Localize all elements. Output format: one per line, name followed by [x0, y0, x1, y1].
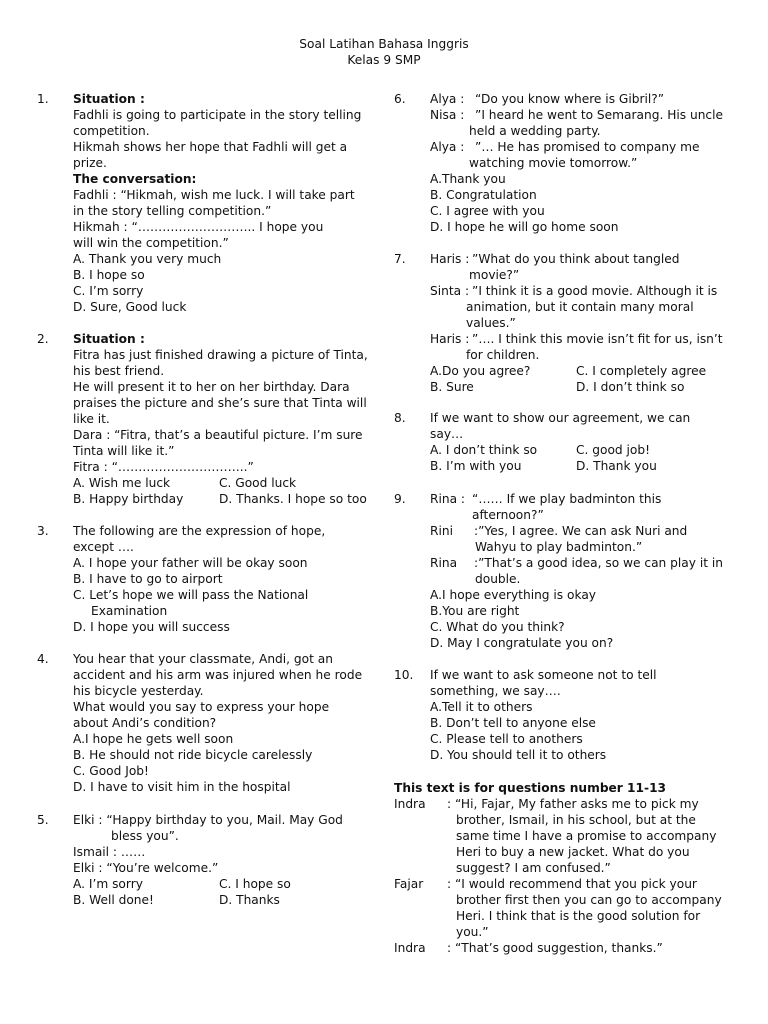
- option-c: C. I agree with you: [430, 204, 545, 218]
- options-row: [73, 475, 383, 491]
- question-line: If we want to ask someone not to tell: [430, 668, 657, 682]
- dialogue-line: [430, 91, 740, 107]
- dialogue-text-continued: same time I have a promise to accompany: [456, 829, 717, 843]
- option-b: B. I’m with you: [430, 459, 522, 473]
- question-10: [394, 667, 740, 763]
- option-c: C. What do you think?: [430, 620, 565, 634]
- dialogue-text: ”What do you think about tangled: [472, 252, 680, 266]
- section-heading: This text is for questions number 11-13: [394, 781, 667, 795]
- question-line: accident and his arm was injured when he rode: [73, 668, 363, 682]
- dialogue-text-continued: double.: [475, 572, 521, 586]
- question-4: [37, 651, 383, 795]
- dialogue-text: : “That’s good suggestion, thanks.”: [447, 941, 663, 955]
- page-subtitle: Kelas 9 SMP: [347, 53, 421, 67]
- situation-label: Situation :: [73, 92, 145, 106]
- dialogue-line: [430, 555, 740, 571]
- dialogue-text: :”That’s a good idea, so we can play it in: [474, 556, 723, 570]
- dialogue-text: ”I heard he went to Semarang. His uncle: [475, 108, 723, 122]
- question-number: 2.: [37, 332, 49, 346]
- situation-line: Hikmah shows her hope that Fadhli will get a: [73, 140, 348, 154]
- question-5: [37, 812, 383, 908]
- dialogue-text: : “I would recommend that you pick your: [447, 877, 697, 891]
- dialogue-line: [430, 523, 740, 539]
- question-number: 9.: [394, 492, 406, 506]
- speaker: Indra: [394, 941, 426, 955]
- speaker: Nisa :: [430, 108, 465, 122]
- option-d: D. I have to visit him in the hospital: [73, 780, 291, 794]
- question-number: 6.: [394, 92, 406, 106]
- dialogue-text-continued: afternoon?”: [472, 508, 544, 522]
- option-d: D. I hope he will go home soon: [430, 220, 619, 234]
- question-6: [394, 91, 740, 235]
- options-row: [73, 491, 383, 507]
- option-d: D. Sure, Good luck: [73, 300, 187, 314]
- question-line: say…: [430, 427, 464, 441]
- question-number: 5.: [37, 813, 49, 827]
- options-row: [430, 458, 740, 474]
- option-a: A. I’m sorry: [73, 877, 143, 891]
- option-a: A. Thank you very much: [73, 252, 222, 266]
- question-3: [37, 523, 383, 635]
- option-c: C. Good Job!: [73, 764, 149, 778]
- question-line: praises the picture and she’s sure that Tinta will: [73, 396, 367, 410]
- dialogue-text: “…… If we play badminton this: [472, 492, 662, 506]
- question-line: Fitra : “…………………………..”: [73, 460, 254, 474]
- option-d: D. I don’t think so: [576, 380, 685, 394]
- dialogue-text-continued: brother, Ismail, in his school, but at the: [456, 813, 696, 827]
- option-d: D. Thanks. I hope so too: [219, 492, 367, 506]
- speaker: Haris :: [430, 252, 470, 266]
- dialogue-text-continued: watching movie tomorrow.”: [469, 156, 638, 170]
- speaker: Fajar: [394, 877, 424, 891]
- option-a: A. I don’t think so: [430, 443, 538, 457]
- dialogue-text: ”I think it is a good movie. Although it is: [472, 284, 718, 298]
- question-line: You hear that your classmate, Andi, got an: [73, 652, 333, 666]
- question-number: 3.: [37, 524, 49, 538]
- conversation-label: The conversation:: [73, 172, 197, 186]
- question-9: [394, 491, 740, 651]
- option-c: C. I hope so: [219, 877, 291, 891]
- dialogue-line: [430, 331, 740, 347]
- option-b: B. Happy birthday: [73, 492, 184, 506]
- question-1: [37, 91, 383, 315]
- dialogue-text: ”…. I think this movie isn’t fit for us, isn’t: [472, 332, 723, 346]
- question-line: He will present it to her on her birthday. Dara: [73, 380, 350, 394]
- question-number: 10.: [394, 668, 414, 682]
- speaker: Alya :: [430, 92, 465, 106]
- option-c: C. I completely agree: [576, 364, 707, 378]
- dialogue-line: [430, 491, 740, 507]
- option-a: A.I hope everything is okay: [430, 588, 597, 602]
- option-b: B. He should not ride bicycle carelessly: [73, 748, 313, 762]
- situation-line: Fadhli is going to participate in the story telling: [73, 108, 362, 122]
- conversation-line: Fadhli : “Hikmah, wish me luck. I will take part: [73, 188, 355, 202]
- speaker: Rina :: [430, 492, 466, 506]
- dialogue-text-continued: suggest? I am confused.”: [456, 861, 611, 875]
- option-a: A.Do you agree?: [430, 364, 531, 378]
- reading-text-11-13: [394, 780, 744, 956]
- dialogue-line: [430, 283, 740, 299]
- question-line: like it.: [73, 412, 110, 426]
- option-a: A.Tell it to others: [430, 700, 533, 714]
- dialogue-line: Elki : “Happy birthday to you, Mail. May God: [73, 813, 343, 827]
- dialogue-text-continued: Heri to buy a new jacket. What do you: [456, 845, 690, 859]
- situation-line: competition.: [73, 124, 150, 138]
- question-line: except ….: [73, 540, 134, 554]
- option-d: D. I hope you will success: [73, 620, 230, 634]
- conversation-line: will win the competition.”: [73, 236, 229, 250]
- dialogue-text-continued: for children.: [466, 348, 540, 362]
- option-a: A. I hope your father will be okay soon: [73, 556, 308, 570]
- conversation-line: in the story telling competition.”: [73, 204, 272, 218]
- situation-line: prize.: [73, 156, 107, 170]
- option-c: C. Please tell to anothers: [430, 732, 583, 746]
- options-row: [73, 876, 383, 892]
- question-2: [37, 331, 383, 507]
- question-line: Fitra has just finished drawing a picture of Tinta,: [73, 348, 368, 362]
- dialogue-line: [394, 940, 744, 956]
- situation-label: Situation :: [73, 332, 145, 346]
- dialogue-line: [394, 876, 744, 892]
- question-number: 8.: [394, 411, 406, 425]
- dialogue-line: Elki : “You’re welcome.”: [73, 861, 219, 875]
- option-c: C. I’m sorry: [73, 284, 144, 298]
- option-a: A. Wish me luck: [73, 476, 171, 490]
- dialogue-line: [394, 796, 744, 812]
- question-number: 4.: [37, 652, 49, 666]
- options-row: [430, 442, 740, 458]
- option-b: B. Don’t tell to anyone else: [430, 716, 596, 730]
- dialogue-text-continued: animation, but it contain many moral: [466, 300, 694, 314]
- speaker: Sinta :: [430, 284, 470, 298]
- options-row: [430, 363, 740, 379]
- option-c: C. good job!: [576, 443, 650, 457]
- speaker: Alya :: [430, 140, 465, 154]
- option-b: B. Sure: [430, 380, 474, 394]
- option-d: D. May I congratulate you on?: [430, 636, 614, 650]
- dialogue-text-continued: held a wedding party.: [469, 124, 601, 138]
- options-row: [73, 892, 383, 908]
- option-b: B. I have to go to airport: [73, 572, 223, 586]
- question-number: 1.: [37, 92, 49, 106]
- dialogue-text: “Do you know where is Gibril?”: [475, 92, 665, 106]
- option-c: C. Let’s hope we will pass the National: [73, 588, 309, 602]
- dialogue-text-continued: you.”: [456, 925, 489, 939]
- question-line: his best friend.: [73, 364, 165, 378]
- question-line: Dara : “Fitra, that’s a beautiful picture. I’m sure: [73, 428, 363, 442]
- speaker: Rini: [430, 524, 453, 538]
- option-b: B. Well done!: [73, 893, 154, 907]
- dialogue-text-continued: Heri. I think that is the good solution for: [456, 909, 701, 923]
- option-c-continued: Examination: [91, 604, 168, 618]
- question-7: [394, 251, 740, 395]
- dialogue-text: ”… He has promised to company me: [475, 140, 700, 154]
- option-d: D. You should tell it to others: [430, 748, 607, 762]
- question-line: If we want to show our agreement, we can: [430, 411, 691, 425]
- dialogue-text-continued: Wahyu to play badminton.”: [475, 540, 643, 554]
- option-d: D. Thank you: [576, 459, 657, 473]
- page-title: Soal Latihan Bahasa Inggris: [299, 37, 469, 51]
- option-b: B. I hope so: [73, 268, 145, 282]
- question-line: something, we say….: [430, 684, 561, 698]
- dialogue-text: :”Yes, I agree. We can ask Nuri and: [474, 524, 688, 538]
- question-line: his bicycle yesterday.: [73, 684, 204, 698]
- question-8: [394, 410, 740, 474]
- option-c: C. Good luck: [219, 476, 297, 490]
- speaker: Haris :: [430, 332, 470, 346]
- dialogue-line: [430, 139, 740, 155]
- speaker: Rina: [430, 556, 458, 570]
- dialogue-text-continued: movie?”: [469, 268, 520, 282]
- question-line: Tinta will like it.”: [73, 444, 175, 458]
- dialogue-text-continued: brother first then you can go to accompany: [456, 893, 722, 907]
- question-line: about Andi’s condition?: [73, 716, 217, 730]
- dialogue-text-continued: values.”: [466, 316, 516, 330]
- option-b: B. Congratulation: [430, 188, 537, 202]
- option-a: A.Thank you: [430, 172, 506, 186]
- dialogue-line-continued: bless you”.: [111, 829, 179, 843]
- options-row: [430, 379, 740, 395]
- option-d: D. Thanks: [219, 893, 280, 907]
- conversation-line: Hikmah : “……………………….. I hope you: [73, 220, 324, 234]
- dialogue-line: Ismail : ……: [73, 845, 146, 859]
- question-line: The following are the expression of hope,: [73, 524, 326, 538]
- speaker: Indra: [394, 797, 426, 811]
- option-a: A.I hope he gets well soon: [73, 732, 234, 746]
- option-b: B.You are right: [430, 604, 520, 618]
- dialogue-line: [430, 251, 740, 267]
- question-number: 7.: [394, 252, 406, 266]
- dialogue-text: : “Hi, Fajar, My father asks me to pick my: [447, 797, 699, 811]
- question-line: What would you say to express your hope: [73, 700, 330, 714]
- dialogue-line: [430, 107, 740, 123]
